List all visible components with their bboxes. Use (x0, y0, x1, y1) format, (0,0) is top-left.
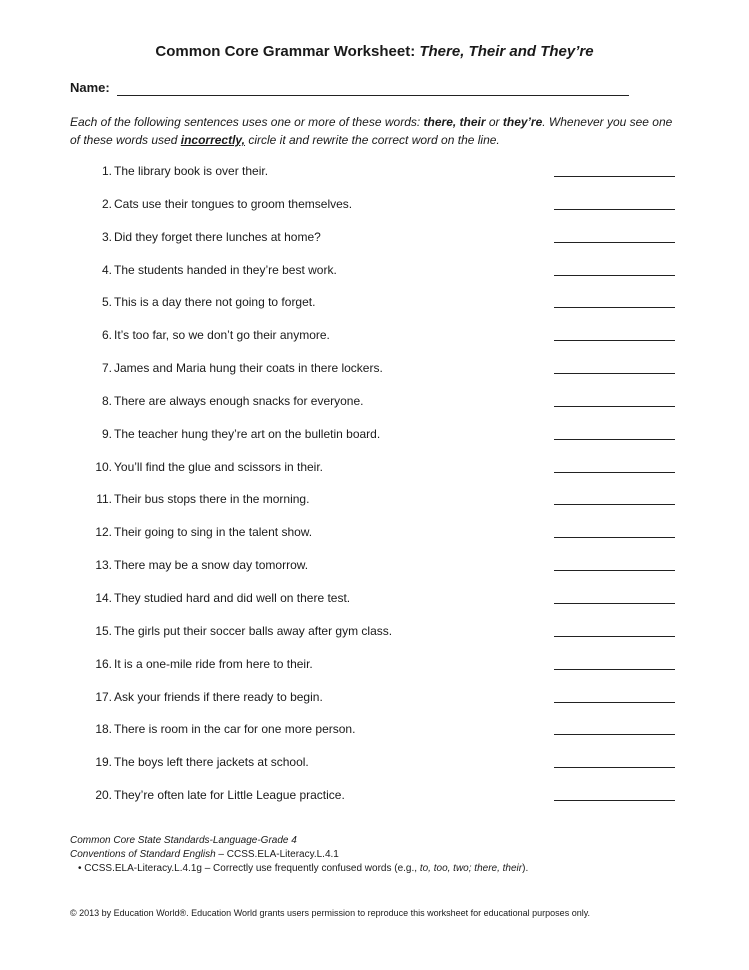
question-item (70, 786, 678, 819)
instructions-word-there: there, their (423, 115, 486, 129)
standards-detail: CCSS.ELA-Literacy.L.4.1g – Correctly use frequently confused words (e.g., (81, 863, 420, 874)
question-item (70, 326, 678, 359)
instructions-part1: Each of the following sentences uses one or more of these words: (70, 115, 424, 129)
question-number: 18. (95, 722, 112, 737)
question-number: 4. (101, 262, 112, 277)
question-text: The students handed in they’re best work. (114, 262, 337, 277)
question-number: 8. (101, 393, 112, 408)
question-item (70, 655, 678, 688)
standards-conventions: Conventions of Standard English (70, 849, 216, 860)
answer-line[interactable] (554, 242, 675, 243)
question-text: Their going to sing in the talent show. (114, 525, 313, 540)
question-number: 20. (95, 788, 112, 803)
answer-line[interactable] (554, 307, 675, 308)
answer-line[interactable] (554, 406, 675, 407)
question-number: 15. (95, 623, 112, 638)
answer-line[interactable] (554, 373, 675, 374)
question-text: There is room in the car for one more person. (114, 722, 356, 737)
bullet-icon: • (78, 863, 82, 874)
question-text: They studied hard and did well on there test. (114, 590, 351, 605)
question-text: They’re often late for Little League practice. (114, 788, 345, 803)
question-item (70, 359, 678, 392)
question-text: James and Maria hung their coats in there lockers. (114, 361, 383, 376)
name-field-line[interactable] (117, 95, 629, 96)
question-text: The girls put their soccer balls away after gym class. (114, 623, 393, 638)
question-text: It is a one-mile ride from here to their. (114, 656, 313, 671)
question-item (70, 622, 678, 655)
answer-line[interactable] (554, 340, 675, 341)
answer-line[interactable] (554, 176, 675, 177)
standards-examples: to, too, two; there, their (419, 863, 523, 874)
answer-line[interactable] (554, 734, 675, 735)
question-text: The boys left there jackets at school. (114, 755, 309, 770)
answer-line[interactable] (554, 504, 675, 505)
copyright-notice: © 2013 by Education World®. Education World grants users permission to reproduce this worksheet for educational purposes only. (70, 908, 591, 918)
question-text: The library book is over their. (114, 164, 269, 178)
name-label: Name: (70, 80, 110, 95)
question-item (70, 523, 678, 556)
instructions-or: or (485, 115, 503, 129)
question-text: Ask your friends if there ready to begin. (114, 689, 323, 704)
question-item (70, 425, 678, 458)
question-number: 16. (95, 656, 112, 671)
instructions-word-theyre: they’re (502, 115, 543, 129)
answer-line[interactable] (554, 439, 675, 440)
answer-line[interactable] (554, 472, 675, 473)
question-number: 11. (96, 492, 112, 507)
instructions (70, 113, 682, 149)
question-item (70, 556, 678, 589)
question-text: Did they forget there lunches at home? (114, 229, 321, 244)
question-number: 12. (95, 525, 112, 540)
answer-line[interactable] (554, 702, 675, 703)
standards-line3 (70, 862, 528, 876)
title-prefix: Common Core Grammar Worksheet: (155, 43, 420, 60)
title-italic: There, Their and They’re (419, 43, 594, 60)
question-item (70, 589, 678, 622)
question-number: 1. (101, 164, 112, 178)
answer-line[interactable] (554, 275, 675, 276)
standards-block (70, 834, 528, 876)
question-number: 10. (95, 459, 112, 474)
question-item (70, 753, 678, 786)
page-title (0, 43, 749, 60)
question-item (70, 162, 678, 195)
answer-line[interactable] (554, 636, 675, 637)
question-number: 7. (101, 361, 112, 376)
question-text: It’s too far, so we don’t go their anymore. (114, 328, 330, 343)
question-number: 5. (101, 295, 112, 310)
standards-line2 (70, 848, 528, 862)
question-number: 13. (95, 558, 112, 573)
question-item (70, 293, 678, 326)
question-item (70, 720, 678, 753)
answer-line[interactable] (554, 603, 675, 604)
question-item (70, 458, 678, 491)
question-text: The teacher hung they’re art on the bulletin board. (114, 426, 381, 441)
question-text: This is a day there not going to forget. (114, 295, 316, 310)
question-item (70, 261, 678, 294)
standards-code: – CCSS.ELA-Literacy.L.4.1 (215, 849, 339, 860)
instructions-part2: . Whenever you see one of these words used (70, 115, 673, 147)
answer-line[interactable] (554, 570, 675, 571)
question-item (70, 490, 678, 523)
answer-line[interactable] (554, 669, 675, 670)
answer-line[interactable] (554, 767, 675, 768)
question-number: 9. (101, 426, 112, 441)
question-number: 2. (101, 196, 112, 211)
instructions-part3: circle it and rewrite the correct word on the line. (244, 133, 500, 147)
question-item (70, 228, 678, 261)
question-item (70, 392, 678, 425)
question-text: There are always enough snacks for everyone. (114, 393, 364, 408)
question-list (70, 162, 678, 819)
answer-line[interactable] (554, 209, 675, 210)
question-text: There may be a snow day tomorrow. (114, 558, 309, 573)
question-number: 14. (95, 590, 112, 605)
standards-detail-end: ). (522, 863, 529, 874)
standards-line1 (70, 834, 528, 848)
standards-heading: Common Core State Standards-Language-Grade 4 (70, 835, 297, 846)
instructions-incorrectly: incorrectly, (180, 133, 245, 147)
question-number: 19. (95, 755, 112, 770)
answer-line[interactable] (554, 537, 675, 538)
question-item (70, 688, 678, 721)
question-number: 6. (101, 328, 112, 343)
question-number: 3. (101, 229, 112, 244)
question-text: You’ll find the glue and scissors in their. (114, 459, 324, 474)
question-text: Their bus stops there in the morning. (114, 492, 310, 507)
question-number: 17. (95, 689, 112, 704)
question-text: Cats use their tongues to groom themselves. (114, 196, 353, 211)
question-item (70, 195, 678, 228)
answer-line[interactable] (554, 800, 675, 801)
